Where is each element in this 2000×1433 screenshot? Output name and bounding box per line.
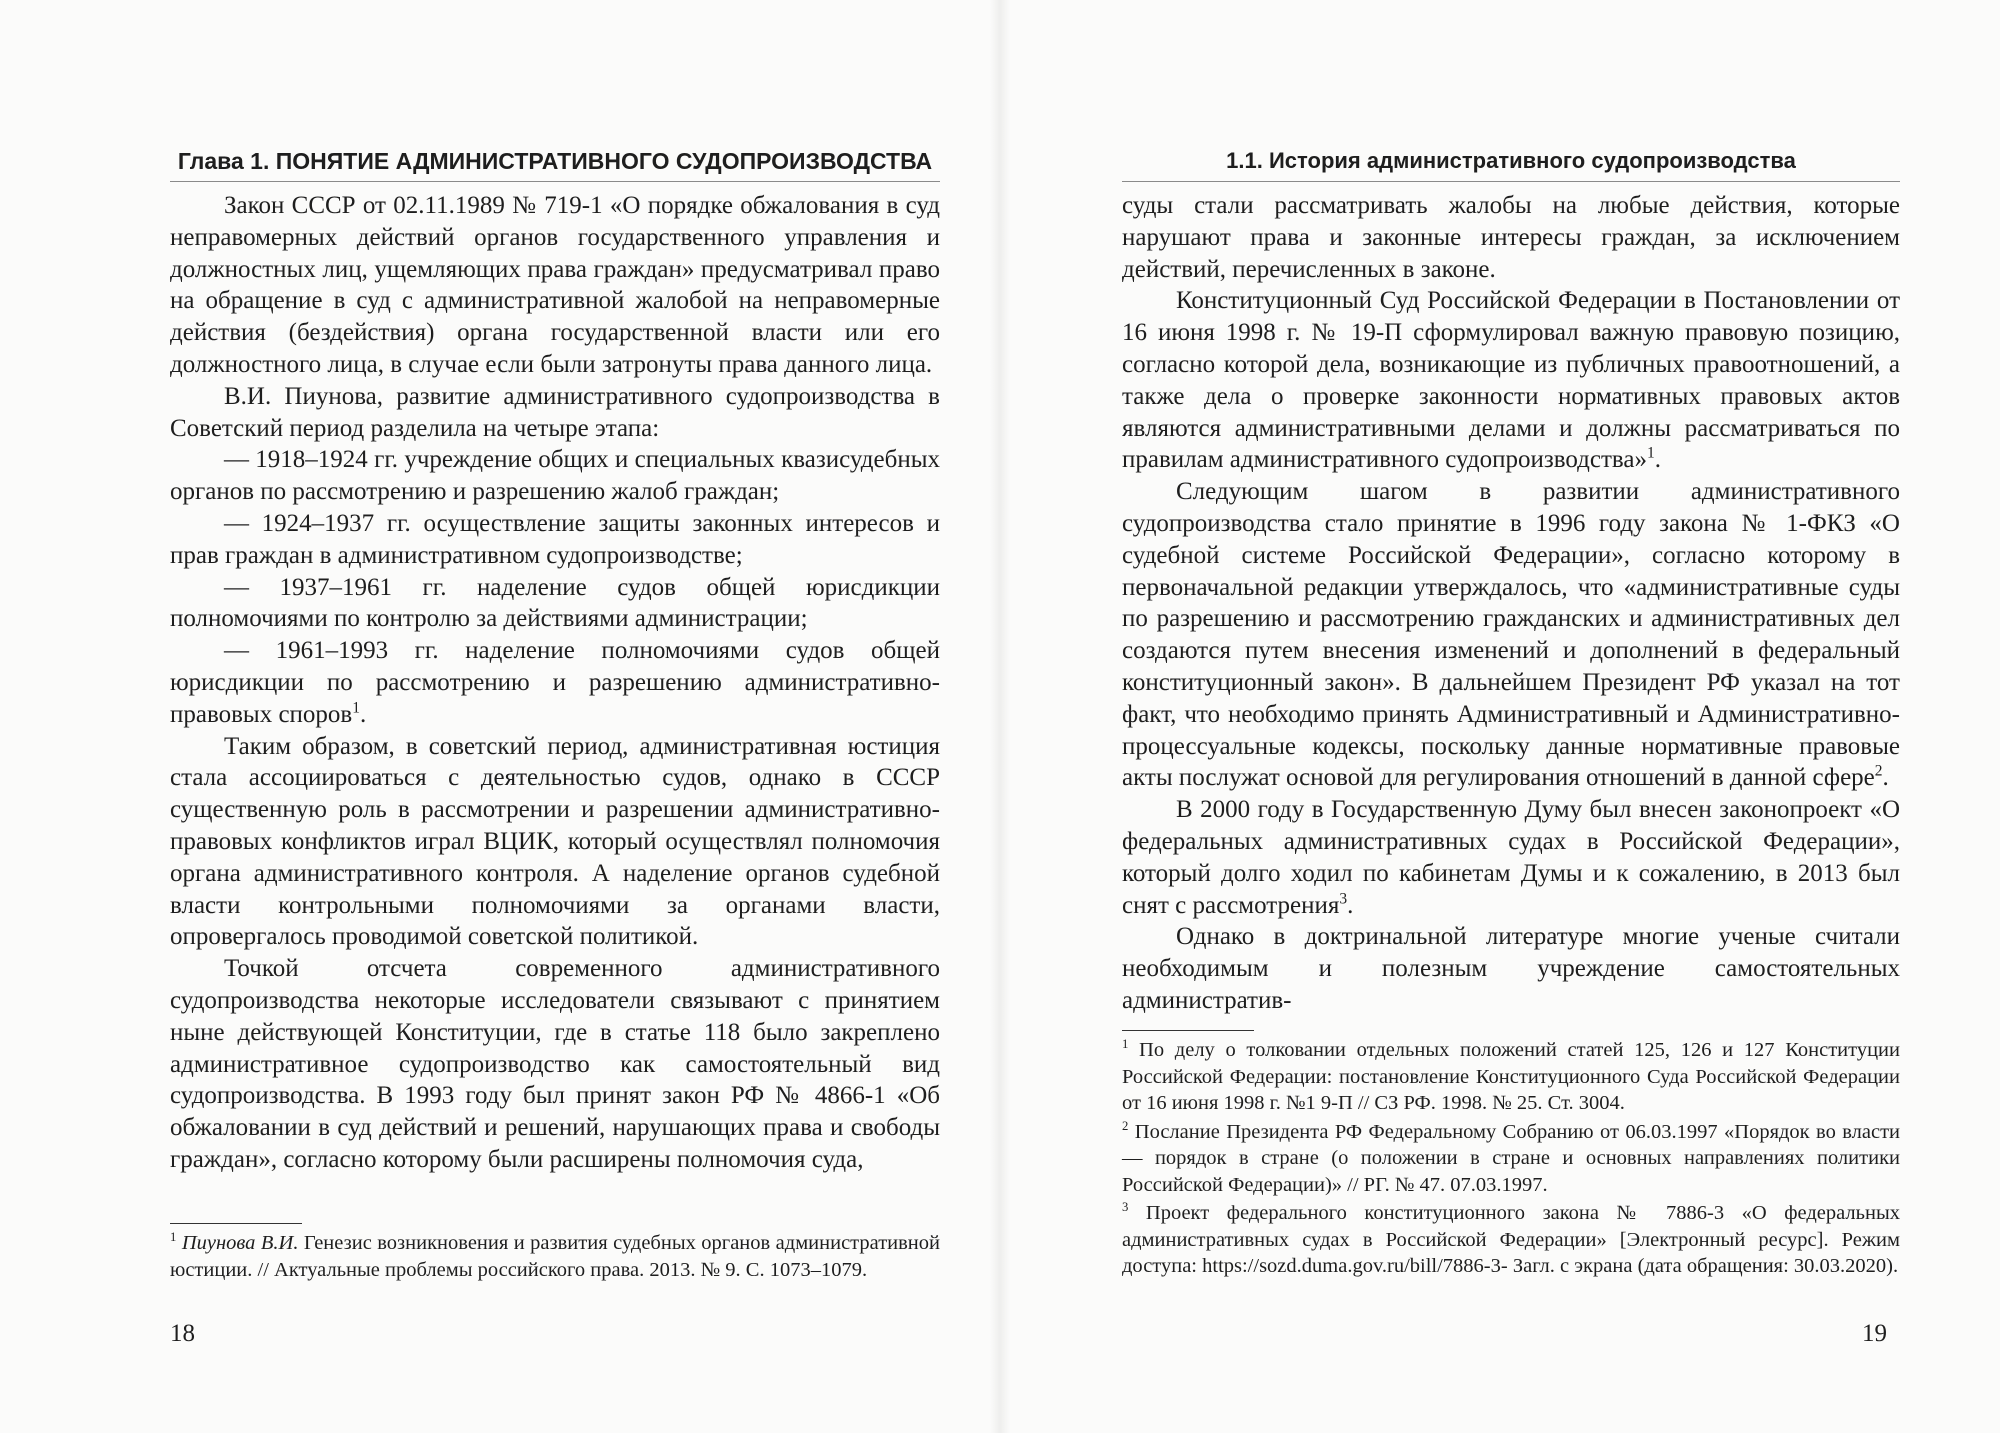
footnote	[1122, 1200, 1900, 1280]
footnote-number: 1	[1122, 1037, 1129, 1052]
paragraph-text: В 2000 году в Государственную Думу был внесен законопроект «О федеральных административных судах в Российской Федерации», который долго ходил по кабинетам Думы и к сожалению, в 2013 был снят с рассмотрения	[1122, 796, 1900, 919]
running-header-right: 1.1. История административного судопроизводства	[1226, 148, 1796, 173]
footnote	[1122, 1037, 1900, 1117]
list-item-text: — 1961–1993 гг. наделение полномочиями судов общей юрисдикции по рассмотрению и разрешению административно-правовых споров	[170, 637, 940, 728]
list-item: — 1961–1993 гг. наделение полномочиями судов общей юрисдикции по рассмотрению и разрешению административно-правовых споров$^1$.	[170, 637, 940, 728]
footnote-number: 1	[170, 1230, 177, 1245]
paragraph: Точкой отсчета современного административного судопроизводства некоторые исследователи связывают с принятием ныне действующей Конституции, где в статье 118 было закреплено административное судопроизводство как самостоятельный вид судопроизводства. В 1993 году был принят закон РФ № 4866-1 «Об обжаловании в суд действий и решений, нарушающих права и свободы граждан», согласно которому были расширены полномочия суда,	[170, 955, 940, 1173]
footnote-ref: 1	[1647, 445, 1655, 463]
footnote	[170, 1230, 940, 1283]
left-page-body	[170, 190, 940, 1176]
list-item: — 1924–1937 гг. осуществление защиты законных интересов и прав граждан в административном судопроизводстве;	[170, 509, 940, 569]
footnote-text: Проект федерального конституционного закона № 7886-3 «О федеральных административных судах в Российской Федерации» [Электронный ресурс]. Режим доступа: https://sozd.duma.gov.ru/bill/7886-3- Загл. с экрана (дата обращения: 30.03.2020).	[1122, 1202, 1900, 1277]
header-rule-left	[170, 181, 940, 182]
footnotes-left	[170, 1230, 940, 1285]
right-page	[1000, 0, 2000, 1433]
footnote-ref: 3	[1339, 890, 1348, 908]
footnote-text: Послание Президента РФ Федеральному Собранию от 06.03.1997 «Порядок во власти — порядок в стране (о положении в стране и основных направлениях политики Российской Федерации)» // РГ. № 47. 07.03.1997.	[1122, 1120, 1900, 1196]
paragraph: Таким образом, в советский период, административная юстиция стала ассоциироваться с деятельностью судов, однако в СССР существенную роль в рассмотрении и разрешении административно-правовых конфликтов играл ВЦИК, который осуществлял полномочия органа административного контроля. А наделение органов судебной власти контрольными полномочиями за органами власти, опровергалось проводимой советской политикой.	[170, 732, 940, 951]
paragraph: Следующим шагом в развитии административного судопроизводства стало принятие в 1996 году закона № 1-ФКЗ «О судебной системе Российской Федерации», согласно которому в первоначальной редакции утверждалось, что «административные суды по разрешению и рассмотрению гражданских и административных дел создаются путем внесения изменений и дополнений в федеральный конституционный закон». В дальнейшем Президент РФ указал на тот факт, что необходимо принять Административный и Административно-процессуальные кодексы, поскольку данные нормативные правовые акты послужат основой для регулирования отношений в данной сфере$^2$.	[1122, 478, 1900, 792]
footnotes-right	[1122, 1037, 1900, 1282]
footnote-number: 2	[1122, 1118, 1129, 1133]
paragraph: В 2000 году в Государственную Думу был внесен законопроект «О федеральных административных судах в Российской Федерации», который долго ходил по кабинетам Думы и к сожалению, в 2013 был снят с рассмотрения$^3$.	[1122, 796, 1900, 919]
footnote-number: 3	[1122, 1200, 1129, 1215]
header-rule-right	[1122, 181, 1900, 182]
paragraph-text: Конституционный Суд Российской Федерации в Постановлении от 16 июня 1998 г. № 19-П сформулировал важную правовую позицию, согласно которой дела, возникающие из публичных правоотношений, а также дела о проверке законности нормативных правовых актов являются административными делами и должны рассматриваться по правилам административного судопроизводства»	[1122, 287, 1900, 474]
page-number-right: 19	[1862, 1320, 1887, 1347]
running-header-left: Глава 1. ПОНЯТИЕ АДМИНИСТРАТИВНОГО СУДОПРОИЗВОДСТВА	[177, 148, 933, 174]
footnote-text: Генезис возникновения и развития судебных органов административной юстиции. // Актуальные проблемы российского права. 2013. № 9. С. 1073–1079.	[170, 1232, 941, 1281]
paragraph: Закон СССР от 02.11.1989 № 719-1 «О порядке обжалования в суд неправомерных действий органов государственного управления и должностных лиц, ущемляющих права граждан» предусматривал право на обращение в суд с административной жалобой на неправомерные действия (бездействия) органа государственной власти или его должностного лица, в случае если были затронуты права данного лица.	[170, 192, 940, 378]
footnote-text: По делу о толковании отдельных положений статей 125, 126 и 127 Конституции Российской Федерации: постановление Конституционного Суда Российской Федерации от 16 июня 1998 г. №1 9-П // СЗ РФ. 1998. № 25. Ст. 3004.	[1122, 1039, 1900, 1114]
paragraph: В.И. Пиунова, развитие административного судопроизводства в Советский период разделила на четыре этапа:	[170, 382, 940, 442]
paragraph: Однако в доктринальной литературе многие ученые считали необходимым и полезным учреждение самостоятельных административ-	[1122, 923, 1900, 1014]
right-page-body	[1122, 190, 1900, 1017]
footnote-author: Пиунова В.И.	[181, 1232, 299, 1254]
footnote-ref: 1	[352, 699, 360, 717]
page-number-left: 18	[170, 1320, 195, 1347]
list-item: — 1937–1961 гг. наделение судов общей юрисдикции полномочиями по контролю за действиями администрации;	[170, 573, 940, 633]
footnote-separator-left	[170, 1223, 302, 1224]
paragraph-text: Следующим шагом в развитии административного судопроизводства стало принятие в 1996 году закона № 1-ФКЗ «О судебной системе Российской Федерации», согласно которому в первоначальной редакции утверждалось, что «административные суды по разрешению и рассмотрению гражданских и административных дел создаются путем внесения изменений и дополнений в федеральный конституционный закон». В дальнейшем Президент РФ указал на тот факт, что необходимо принять Административный и Административно-процессуальные кодексы, поскольку данные нормативные правовые акты послужат основой для регулирования отношений в данной сфере	[1122, 478, 1900, 792]
paragraph: Конституционный Суд Российской Федерации в Постановлении от 16 июня 1998 г. № 19-П сформулировал важную правовую позицию, согласно которой дела, возникающие из публичных правоотношений, а также дела о проверке законности нормативных правовых актов являются административными делами и должны рассматриваться по правилам административного судопроизводства»$^1$.	[1122, 287, 1900, 474]
footnote-separator-right	[1122, 1030, 1254, 1031]
footnote	[1122, 1119, 1900, 1199]
footnote-ref: 2	[1874, 763, 1883, 781]
paragraph: суды стали рассматривать жалобы на любые действия, которые нарушают права и законные интересы граждан, за исключением действий, перечисленных в законе.	[1122, 192, 1900, 283]
list-item: — 1918–1924 гг. учреждение общих и специальных квазисудебных органов по рассмотрению и разрешению жалоб граждан;	[170, 446, 940, 506]
